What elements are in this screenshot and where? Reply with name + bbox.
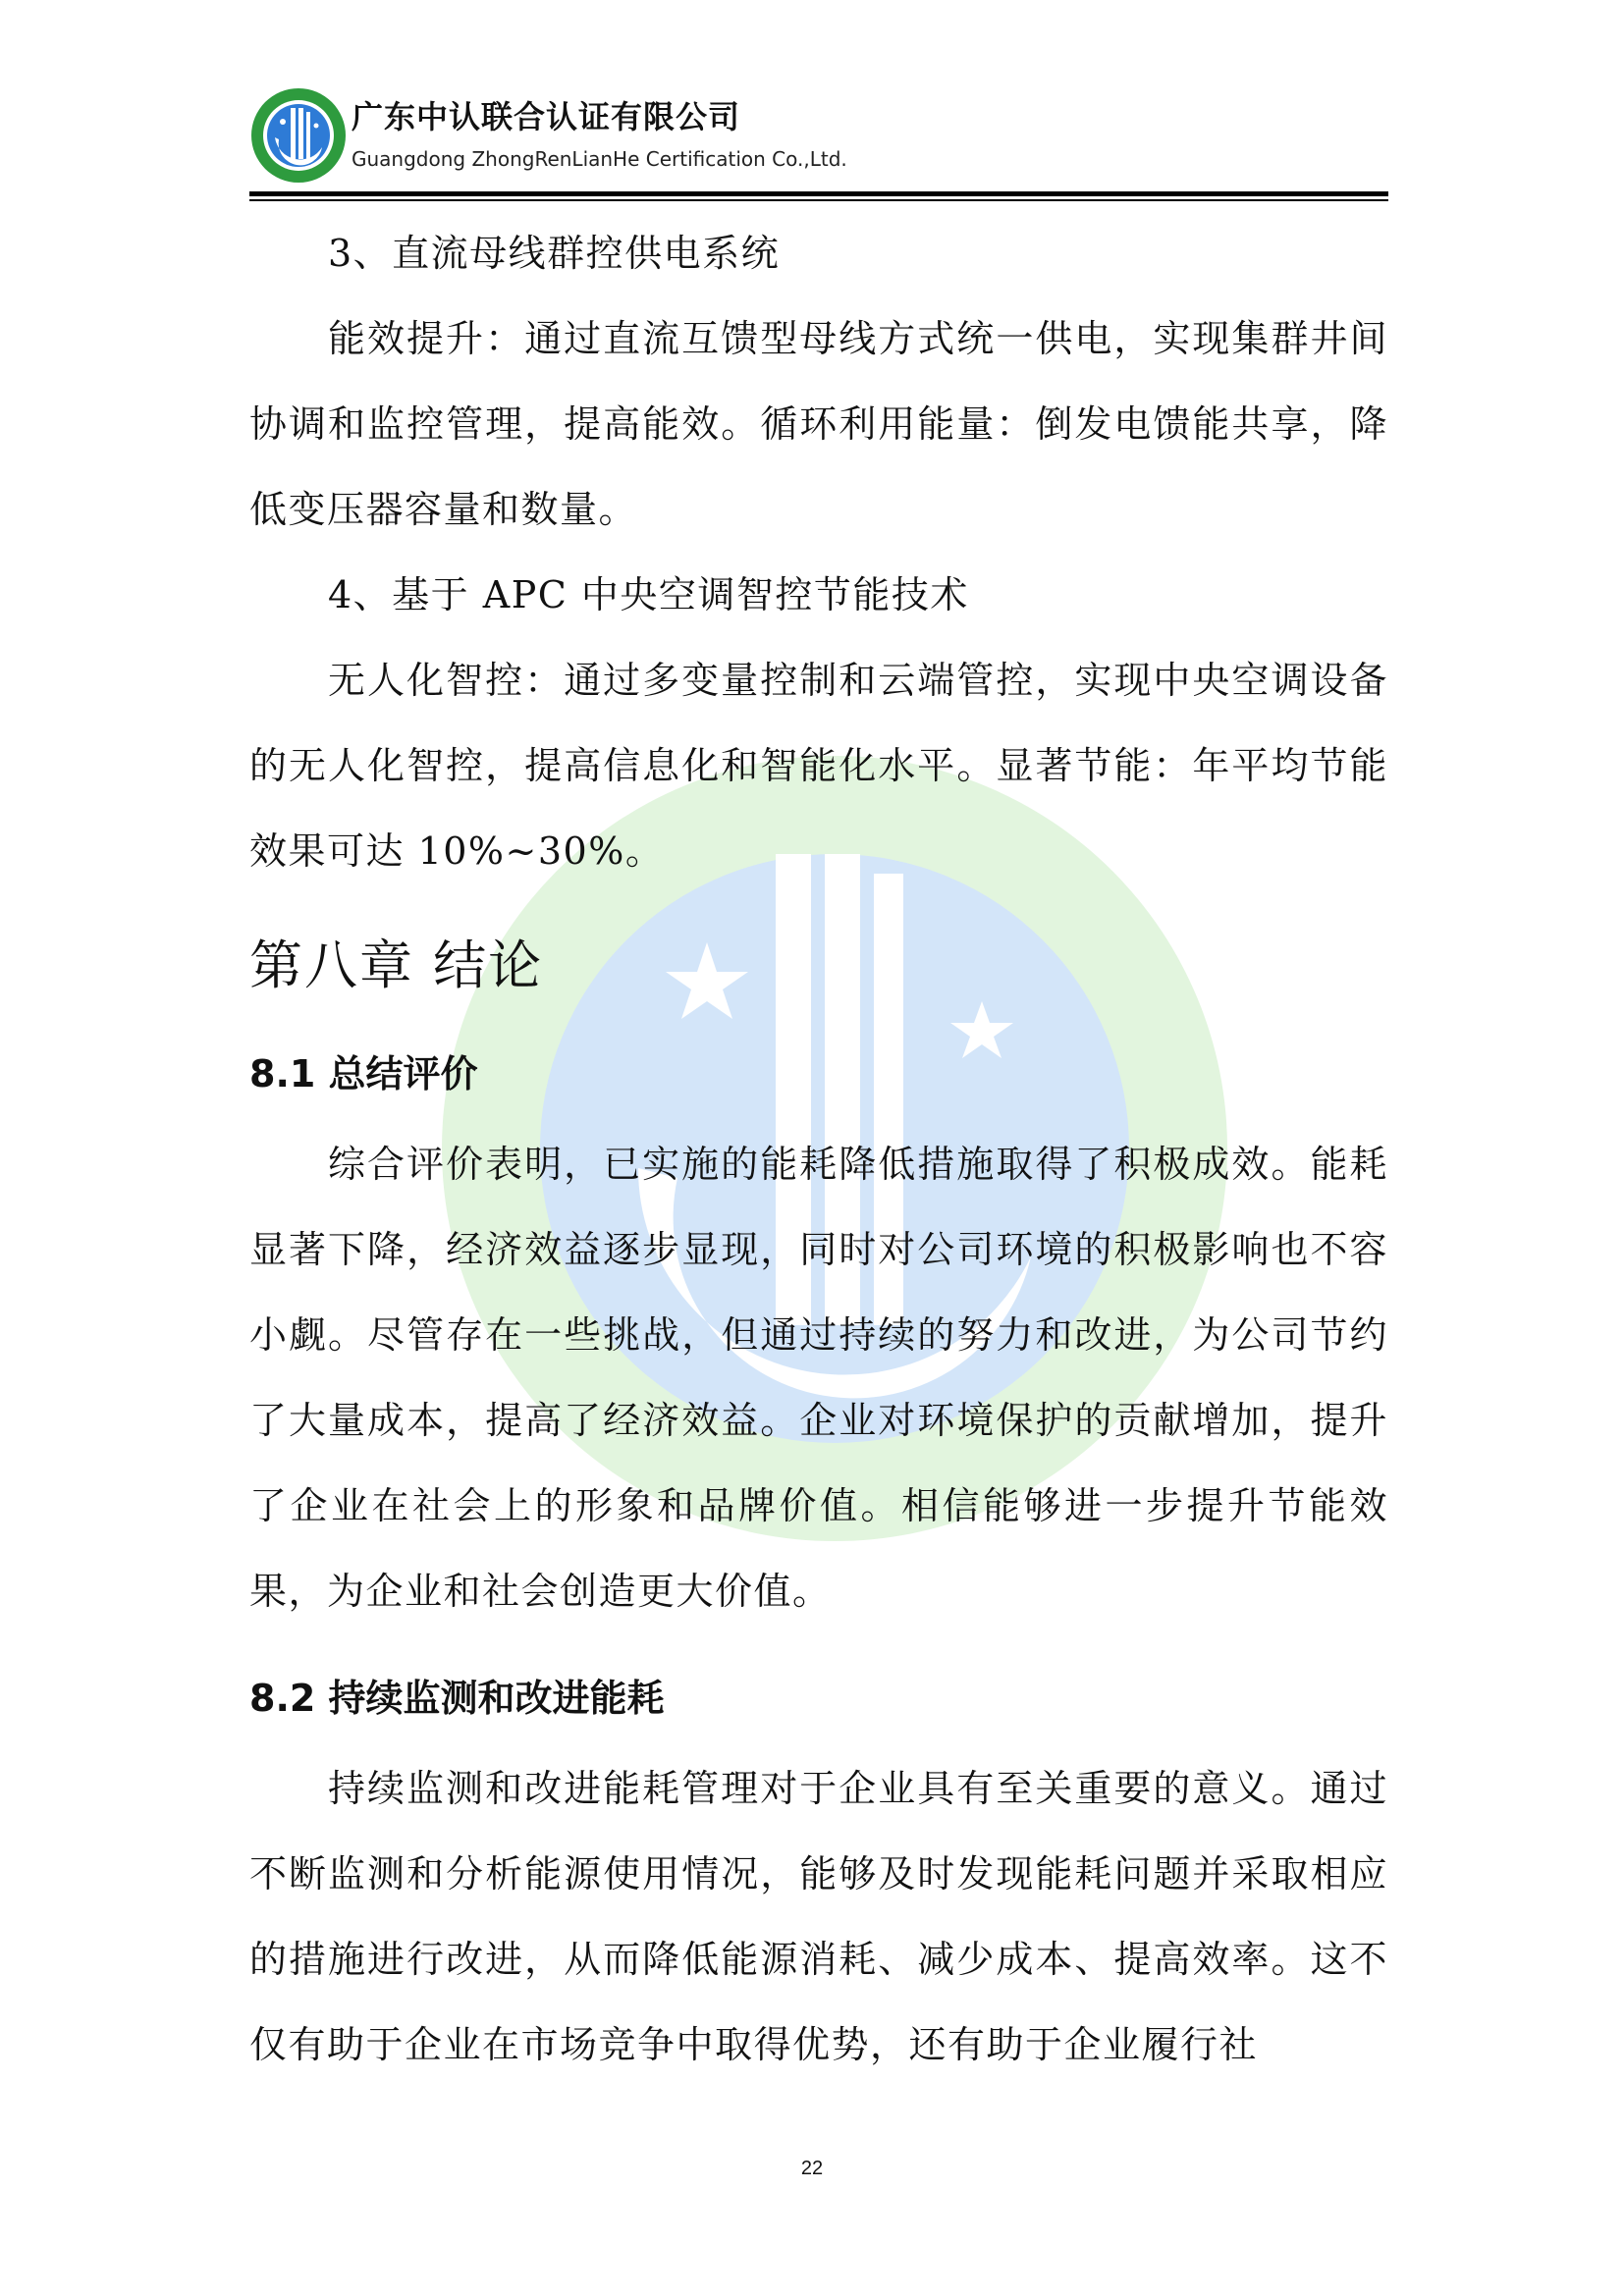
item-4-paragraph: 无人化智控：通过多变量控制和云端管控，实现中央空调设备的无人化智控，提高信息化和智能化水平。显著节能：年平均节能效果可达 10%~30%。 [249, 659, 1388, 873]
company-seal-logo-icon [249, 86, 348, 185]
page-header [249, 77, 1388, 199]
item-4-heading: 4、基于 APC 中央空调智控节能技术 [328, 573, 969, 616]
item-3-paragraph: 能效提升：通过直流互馈型母线方式统一供电，实现集群井间协调和监控管理，提高能效。循环利用能量：倒发电馈能共享，降低变压器容量和数量。 [249, 317, 1388, 531]
chapter-heading: 第八章 结论 [249, 934, 544, 996]
company-name-en: Guangdong ZhongRenLianHe Certification Co.,Ltd. [352, 147, 847, 171]
section-8-1-paragraph: 综合评价表明，已实施的能耗降低措施取得了积极成效。能耗显著下降，经济效益逐步显现，同时对公司环境的积极影响也不容小觑。尽管存在一些挑战，但通过持续的努力和改进，为公司节约了大量成本，提高了经济效益。企业对环境保护的贡献增加，提升了企业在社会上的形象和品牌价值。相信能够进一步提升节能效果，为企业和社会创造更大价值。 [249, 1143, 1388, 1613]
header-divider-thin [249, 199, 1388, 201]
company-name-cn: 广东中认联合认证有限公司 [352, 98, 741, 135]
page-number: 22 [800, 2158, 824, 2179]
section-8-2-heading: 8.2 持续监测和改进能耗 [249, 1677, 665, 1720]
item-3-heading: 3、直流母线群控供电系统 [328, 232, 781, 275]
header-divider-thick [249, 191, 1388, 196]
section-8-2-paragraph: 持续监测和改进能耗管理对于企业具有至关重要的意义。通过不断监测和分析能源使用情况，能够及时发现能耗问题并采取相应的措施进行改进，从而降低能源消耗、减少成本、提高效率。这不仅有助于企业在市场竞争中取得优势，还有助于企业履行社 [249, 1767, 1388, 2066]
section-8-1-heading: 8.1 总结评价 [249, 1052, 478, 1095]
document-body [249, 211, 1388, 2088]
